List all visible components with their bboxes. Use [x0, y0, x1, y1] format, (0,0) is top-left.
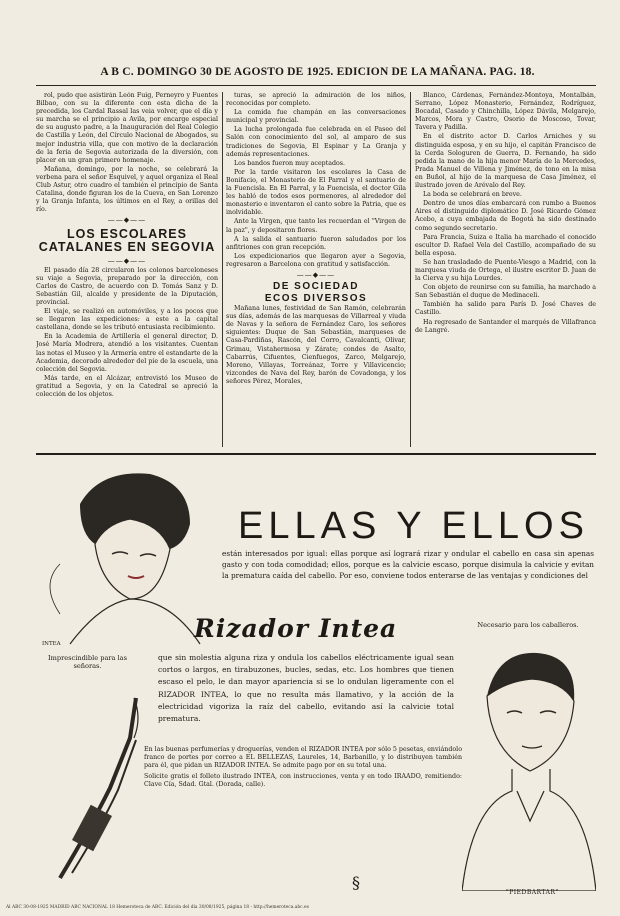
paragraph: Los bandos fueron muy aceptados.: [234, 159, 346, 167]
paragraph: Ha regresado de Santander el marqués de Villafranca de Langré.: [415, 318, 596, 334]
paragraph: Mañana lunes, festividad de San Ramón, celebrarán sus días, además de las marquesas de Villarreal y viuda de Navas y la señora de Fernández Caro, los señores siguientes: Duque de San Sebastián, marqueses de Casa-Pardiñas, Rascón, del Corro, Cavalcanti, Olivar, Grimau, Vistahermosa y Zárate; condes de Asalto, Cabarrús, Cifuentes, Cienfuegos, Zarco, Melgarejo, Moreno, Villayas, Torreánaz, Torre y Villavicencio; vizcondes de Nava del Rey, barón de Covadonga, y los señores Pérez, Morales,: [226, 305, 406, 385]
paragraph: La comida fue champán en las conversaciones municipal y provincial.: [226, 109, 406, 125]
advertisement: [36, 456, 596, 896]
column-3: [415, 92, 596, 449]
article-heading: LOS ESCOLARES CATALANES EN SEGOVIA: [38, 226, 216, 254]
paragraph: Por la tarde visitaron los escolares la Casa de Bonifacio, el Monasterio de El Parral y el santuario de la Fuencisla. En El Parral, y la Fuencisla, el doctor Gila les habló de todos esos pormenores, al alrededor del monasterio e inventaron el canto sobre la Patria, que es inolvidable.: [226, 168, 406, 217]
paragraph: En el distrito actor D. Carlos Arniches y su distinguida esposa, y en su hijo, el capitán Francisco de la Cerda Sologuren de Guerra, D. Fernando, ha sido pedida la mano de la hija menor María de la Mercedes, Prada Manuel de Villena y Jiménez, de tono en la misa en Buñol, al hijo de la marquesa de Casa Jiménez, el ilustrado joven de Arévalo del Rey.: [415, 133, 596, 190]
paragraph: Blanco, Cárdenas, Fernández-Montoya, Montalbán, Serrano, López Monasterio, Fernández, Rodríguez, Bocadal, Casado y Chinchilla, López Dávila, Melgarejo, Marcos, Mora y Castro, Osorio de Moscoso, Tovar, Tavera y Padilla.: [415, 92, 596, 132]
ad-intro-text: están interesados por igual: ellas porque así logrará rizar y ondular el cabello en casa sin apenas gasto y con toda comodidad; ellos, porque es la calvicie escaso, porque disimula la calvicie y evitan la prematura caída del cabello. Por eso, conviene todos enterarse de las ventajas y condiciones del: [222, 549, 594, 580]
ornament: ——◆——: [296, 270, 336, 279]
paragraph: turas, se apreció la admiración de los niños, reconocidas por completo.: [226, 92, 406, 108]
ad-brochure-text: Solicite gratis el folleto ilustrado INTEA, con instrucciones, venta y en todo IRAADO, remitiendo: Clave Cía, Sdad. Gtal. (Dorada, calle).: [144, 773, 462, 788]
section-heading: DE SOCIEDAD: [273, 281, 359, 293]
paragraph: La boda se celebrará en breve.: [423, 191, 522, 199]
paragraph: Los expedicionarios que llegaron ayer a Segovia, regresaron a Barcelona con gratitud y satisfacción.: [226, 252, 406, 268]
paragraph: Con objeto de reunirse con su familia, ha marchado a San Sebastián el duque de Medinaceli.: [415, 284, 596, 300]
paragraph: En la Academia de Artillería el general director, D. José María Modrera, atendió a los visitantes. Cuentan las notas el Museo y la Armería entre el estandarte de la Academia, decorado alrededor del pie de la escuela, una colección del Segovia.: [36, 333, 218, 373]
ad-sales-text: En las buenas perfumerías y droguerías, venden el RIZADOR INTEA por sólo 5 pesetas, enviándolo franco de portes por correo a EL BELLEZAS, Laureles, 14, Barbanillo, y lo distribuyen también para él, que pidan un RIZADOR INTEA. Se admite pago por en su total una.: [144, 746, 462, 769]
paragraph: Mañana, domingo, por la noche, se celebrará la verbena para el señor Esquivel, y aquel organiza el Real Club Astur, otro cuadro el también el principio de Santa Catalina, donde figuran los de la Cueva, en San Lorenzo y la Granja Infanta, los últimos en el Rey, a orillas del río.: [36, 165, 218, 214]
man-portrait-illustration: [462, 641, 596, 891]
ad-caption-men: Necesario para los caballeros.: [477, 621, 579, 629]
paragraph: Más tarde, en el Alcázar, entrevistó los Museo de gratitud a Segovia, y en la Catedral se apreció la colección de los objetos.: [36, 374, 218, 398]
paragraph: Dentro de unos días embarcará con rumbo a Buenos Aires el distinguido diplomático D. José Ricardo Gómez Acebo, a cuya embajada de Bogotá ha sido destinado como segundo secretario.: [415, 200, 596, 232]
paragraph: Para Francia, Suiza e Italia ha marchado el conocido escultor D. Rafael Vela del Castillo, acompañado de su bella esposa.: [415, 233, 596, 257]
paragraph: A la salida el santuario fueron saludados por los anfitriones con gran recepción.: [226, 235, 406, 251]
column-1: [36, 92, 218, 449]
curling-iron-illustration: [50, 678, 145, 883]
ornament: ——◆——: [107, 256, 147, 265]
ornament: ——◆——: [107, 216, 147, 225]
illustration-signature: INTEA: [42, 641, 61, 647]
paragraph: También ha salido para París D. José Chaves de Castillo.: [415, 301, 596, 317]
column-separator: [410, 92, 411, 447]
paragraph: El viaje, se realizó en automóviles, y a los pocos que se llegaron las expediciones: a este a la capital castellana, donde se les tributó entusiasta recibimiento.: [36, 308, 218, 332]
header-rule: [36, 85, 596, 86]
archive-imprint: Al ABC 30-08-1925 MADRID ABC NACIONAL 18 Hemeroteca de ABC. Edición del día 30/08/1925, página 18 - http://hemeroteca.abc.es: [6, 905, 309, 910]
paragraph: La lucha prolongada fue celebrada en el Paseo del Salón con conocimiento del sol, al amparo de sus tradiciones de Segovia, El Espinar y La Granja y además representaciones.: [226, 126, 406, 158]
ad-body-text: que sin molestia alguna riza y ondula los cabellos eléctricamente igual sean cortos o largos, en tirabuzones, bucles, sedas, etc. Los hombres que tienen escaso el pelo, le dan mayor apariencia si se lo ondulan ligeramente con el RIZADOR INTEA, lo que no resulta más llamativo, y la acción de la electricidad vigoriza la raíz del cabello, evitando así la calvicie total prematura.: [158, 653, 454, 724]
column-separator: [222, 92, 223, 447]
page-header: A B C. DOMINGO 30 DE AGOSTO DE 1925. EDICION DE LA MAÑANA. PAG. 18.: [100, 66, 535, 78]
paragraph: El pasado día 28 circularon los colonos barceloneses su viaje a Segovia, preparado por la dirección, con Carlos de Castro, de acuerdo con D. Tomás Sanz y D. Sebastián Gil, alcalde y presidente de la Diputación, provincial.: [36, 266, 218, 306]
printer-mark: §: [352, 873, 360, 892]
ad-brand-name: Rizador Intea: [194, 614, 398, 643]
paragraph: rol, pudo que asistirán León Fuig, Perneyro y Fuentes Bilbao, con su la diferente con esta dicha de la precedida, los Cardal Rassal las veia volver, que el día y su marcha se el principio a Avila, por encarge especial de su augusto padre, a la Inauguración del Real Colegio de Castilla y León, del Círculo Nacional de Abogados, su mejor industria villa, que con motivo de la declaración de la feria de Segovia autorizada de la diversión, con placer en un gran primero homenaje.: [36, 92, 218, 164]
illustration-credit: "PIEDBARTAR": [506, 889, 559, 896]
ad-top-rule: [36, 453, 596, 455]
column-2: [226, 92, 406, 449]
paragraph: Ante la Virgen, que tanto les recuerdan el "Virgen de la paz", y depositaron flores.: [226, 218, 406, 234]
ad-title: ELLAS Y ELLOS: [238, 505, 589, 547]
ad-caption-women: Imprescindible para las señoras.: [48, 654, 127, 670]
paragraph: Se han trasladado de Puente-Viesgo a Madrid, con la marquesa viuda de Ortega, el ilustre escritor D. Juan de la Cierva y su hija Lourdes.: [415, 258, 596, 283]
section-subheading: ECOS DIVERSOS: [264, 293, 368, 305]
